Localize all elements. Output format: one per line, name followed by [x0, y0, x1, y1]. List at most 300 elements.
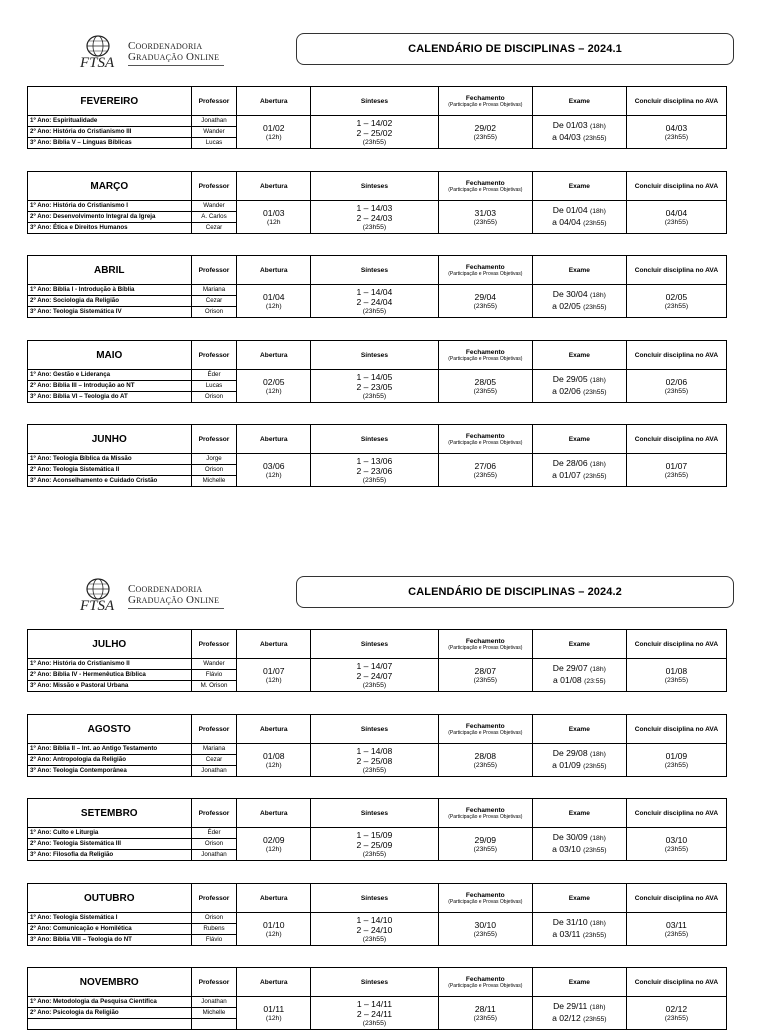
- abertura-time: (12h): [265, 471, 282, 479]
- sinteses-cell: [311, 201, 439, 234]
- table-header-row: [28, 87, 727, 116]
- abertura-date: 01/07: [263, 665, 285, 676]
- discipline-name: 1º Ano: Bíblia II – Int. ao Antigo Testamento: [28, 744, 192, 755]
- concluir-cell: [626, 659, 726, 692]
- exame-start: De 30/04: [552, 289, 588, 299]
- professor-name: Éder: [191, 828, 237, 839]
- table-header-row: [28, 968, 727, 997]
- fechamento-time: (23h55): [473, 387, 498, 395]
- sintese-2: 2 – 25/02: [356, 127, 393, 138]
- concluir-time: (23h55): [664, 1014, 689, 1022]
- col-sinteses: Sínteses: [311, 256, 439, 285]
- concluir-date: 02/05: [665, 291, 688, 302]
- concluir-cell: [626, 454, 726, 487]
- month-table: [27, 714, 727, 777]
- exame-end-time: (23h55): [583, 847, 607, 854]
- header-2024-2: [0, 576, 768, 616]
- exame-end: a 03/11: [552, 929, 581, 939]
- logo-underline: [128, 608, 224, 609]
- professor-name: Jonathan: [191, 850, 237, 861]
- exame-start: De 31/10: [552, 917, 588, 927]
- col-sinteses: Sínteses: [311, 341, 439, 370]
- professor-name: Orison: [191, 392, 237, 403]
- col-fechamento-sub: (Participação e Provas Objetivas): [448, 898, 523, 905]
- professor-name: Orison: [191, 465, 237, 476]
- exame-end: a 01/07: [552, 470, 581, 480]
- abertura-date: 01/02: [263, 122, 285, 133]
- col-fechamento-sub: (Participação e Provas Objetivas): [448, 186, 523, 193]
- col-concluir: Concluir disciplina no AVA: [626, 884, 726, 913]
- abertura-time: (12h): [265, 930, 282, 938]
- table-header-row: [28, 715, 727, 744]
- fechamento-time: (23h55): [473, 218, 498, 226]
- col-exame: Exame: [532, 172, 626, 201]
- sinteses-cell: [311, 116, 439, 149]
- discipline-name: 2º Ano: Teologia Sistemática II: [28, 465, 192, 476]
- col-exame: Exame: [532, 715, 626, 744]
- concluir-time: (23h55): [664, 133, 689, 141]
- discipline-name: 3º Ano: Filosofia da Religião: [28, 850, 192, 861]
- discipline-name: 1º Ano: História do Cristianismo II: [28, 659, 192, 670]
- exame-end-time: (23:55): [584, 678, 606, 685]
- professor-name: Orison: [191, 839, 237, 850]
- col-professor: Professor: [191, 87, 237, 116]
- discipline-name: 2º Ano: Desenvolvimento Integral da Igreja: [28, 212, 192, 223]
- concluir-date: 04/03: [665, 122, 688, 133]
- col-sinteses: Sínteses: [311, 425, 439, 454]
- exame-cell: [532, 370, 626, 403]
- table-row: [28, 370, 727, 381]
- discipline-name: 3º Ano: Bíblia VIII – Teologia do NT: [28, 935, 192, 946]
- fechamento-time: (23h55): [473, 930, 498, 938]
- svg-text:FTSA: FTSA: [80, 55, 115, 69]
- fechamento-cell: [438, 370, 532, 403]
- col-professor: Professor: [191, 968, 237, 997]
- col-concluir: Concluir disciplina no AVA: [626, 341, 726, 370]
- month-name: NOVEMBRO: [28, 968, 192, 997]
- table-row: [28, 659, 727, 670]
- abertura-date: 01/11: [263, 1003, 285, 1014]
- abertura-cell: [237, 454, 311, 487]
- sintese-1: 1 – 14/08: [356, 745, 393, 756]
- discipline-name: 1º Ano: História do Cristianismo I: [28, 201, 192, 212]
- discipline-name: 1º Ano: Culto e Liturgia: [28, 828, 192, 839]
- col-exame: Exame: [532, 968, 626, 997]
- sintese-time: (23h55): [362, 766, 387, 774]
- month-table: [27, 629, 727, 692]
- col-abertura: Abertura: [237, 87, 311, 116]
- col-fechamento-label: Fechamento: [465, 432, 505, 440]
- col-concluir: Concluir disciplina no AVA: [626, 425, 726, 454]
- abertura-time: (12h): [265, 133, 282, 141]
- month-name: FEVEREIRO: [28, 87, 192, 116]
- concluir-cell: [626, 997, 726, 1030]
- sinteses-cell: [311, 913, 439, 946]
- professor-name: Mariana: [191, 285, 237, 296]
- ftsa-logo: [78, 35, 228, 69]
- sintese-2: 2 – 23/05: [356, 381, 393, 392]
- col-abertura: Abertura: [237, 799, 311, 828]
- sinteses-cell: [311, 659, 439, 692]
- discipline-name: 1º Ano: Metodologia da Pesquisa Científica: [28, 997, 192, 1008]
- concluir-cell: [626, 285, 726, 318]
- col-fechamento: [438, 630, 532, 659]
- sintese-2: 2 – 24/11: [356, 1008, 393, 1019]
- logo-line2: Graduação Online: [128, 594, 220, 606]
- fechamento-date: 31/03: [474, 207, 497, 218]
- table-row: [28, 116, 727, 127]
- col-fechamento: [438, 968, 532, 997]
- professor-name: Cezar: [191, 223, 237, 234]
- concluir-date: 01/07: [665, 460, 688, 471]
- concluir-time: (23h55): [664, 761, 689, 769]
- abertura-cell: [237, 913, 311, 946]
- exame-end-time: (23h55): [583, 763, 607, 770]
- table-header-row: [28, 172, 727, 201]
- exame-start-time: (18h): [590, 208, 606, 215]
- fechamento-date: 30/10: [474, 919, 497, 930]
- sintese-time: (23h55): [362, 223, 387, 231]
- col-concluir: Concluir disciplina no AVA: [626, 630, 726, 659]
- fechamento-cell: [438, 201, 532, 234]
- exame-start: De 01/03: [552, 120, 588, 130]
- col-professor: Professor: [191, 256, 237, 285]
- col-fechamento-label: Fechamento: [465, 94, 505, 102]
- sintese-1: 1 – 14/04: [356, 286, 393, 297]
- discipline-name: 3º Ano: Teologia Contemporânea: [28, 766, 192, 777]
- concluir-cell: [626, 913, 726, 946]
- col-fechamento-sub: (Participação e Provas Objetivas): [448, 270, 523, 277]
- exame-cell: [532, 997, 626, 1030]
- abertura-time: (12h): [265, 761, 282, 769]
- abertura-time: (12h): [265, 387, 282, 395]
- page-title: CALENDÁRIO DE DISCIPLINAS – 2024.1: [296, 33, 734, 65]
- discipline-name: [28, 1019, 192, 1030]
- col-exame: Exame: [532, 256, 626, 285]
- abertura-date: 02/09: [263, 834, 285, 845]
- fechamento-date: 28/11: [474, 1003, 496, 1014]
- discipline-name: 2º Ano: Teologia Sistemática III: [28, 839, 192, 850]
- exame-end: a 02/12: [552, 1013, 581, 1023]
- col-fechamento-label: Fechamento: [465, 263, 505, 271]
- sintese-2: 2 – 24/07: [356, 670, 393, 681]
- col-concluir: Concluir disciplina no AVA: [626, 968, 726, 997]
- col-fechamento-label: Fechamento: [465, 722, 505, 730]
- professor-name: Jorge: [191, 454, 237, 465]
- discipline-name: 2º Ano: Psicologia da Religião: [28, 1008, 192, 1019]
- abertura-time: (12h): [265, 845, 282, 853]
- table-header-row: [28, 799, 727, 828]
- month-name: JULHO: [28, 630, 192, 659]
- exame-cell: [532, 913, 626, 946]
- exame-cell: [532, 744, 626, 777]
- professor-name: M. Orison: [191, 681, 237, 692]
- col-fechamento-sub: (Participação e Provas Objetivas): [448, 439, 523, 446]
- sintese-2: 2 – 25/09: [356, 839, 393, 850]
- month-name: MAIO: [28, 341, 192, 370]
- col-sinteses: Sínteses: [311, 172, 439, 201]
- table-row: [28, 201, 727, 212]
- exame-start-time: (18h): [590, 292, 606, 299]
- col-fechamento: [438, 87, 532, 116]
- col-fechamento: [438, 884, 532, 913]
- month-table: [27, 967, 727, 1030]
- fechamento-date: 28/08: [474, 750, 497, 761]
- professor-name: Éder: [191, 370, 237, 381]
- sintese-2: 2 – 24/10: [356, 924, 393, 935]
- abertura-date: 01/04: [263, 291, 285, 302]
- col-professor: Professor: [191, 341, 237, 370]
- professor-name: Mariana: [191, 744, 237, 755]
- col-concluir: Concluir disciplina no AVA: [626, 256, 726, 285]
- discipline-name: 2º Ano: Comunicação e Homilética: [28, 924, 192, 935]
- table-row: [28, 997, 727, 1008]
- abertura-cell: [237, 201, 311, 234]
- exame-end-time: (23h55): [582, 932, 607, 939]
- discipline-name: 1º Ano: Gestão e Liderança: [28, 370, 192, 381]
- exame-start: De 29/07: [552, 663, 588, 673]
- discipline-name: 1º Ano: Teologia Bíblica da Missão: [28, 454, 192, 465]
- abertura-cell: [237, 997, 311, 1030]
- abertura-cell: [237, 659, 311, 692]
- exame-end-time: (23h55): [583, 135, 607, 142]
- col-fechamento: [438, 256, 532, 285]
- exame-end: a 04/04: [552, 217, 581, 227]
- professor-name: Flávio: [191, 670, 237, 681]
- sinteses-cell: [311, 997, 439, 1030]
- col-professor: Professor: [191, 425, 237, 454]
- col-fechamento: [438, 425, 532, 454]
- month-table: [27, 86, 727, 149]
- fechamento-time: (23h55): [473, 676, 498, 684]
- sintese-time: (23h55): [362, 681, 387, 689]
- professor-name: Michelle: [191, 1008, 237, 1019]
- concluir-date: 01/09: [665, 750, 688, 761]
- professor-name: Wander: [191, 127, 237, 138]
- col-sinteses: Sínteses: [311, 799, 439, 828]
- col-fechamento-label: Fechamento: [465, 348, 505, 356]
- concluir-time: (23h55): [664, 302, 689, 310]
- col-fechamento-sub: (Participação e Provas Objetivas): [448, 813, 523, 820]
- exame-cell: [532, 116, 626, 149]
- sintese-1: 1 – 14/11: [356, 998, 393, 1009]
- exame-start-time: (18h): [590, 835, 606, 842]
- sintese-time: (23h55): [362, 307, 387, 315]
- concluir-cell: [626, 828, 726, 861]
- exame-end: a 01/09: [552, 760, 581, 770]
- exame-cell: [532, 659, 626, 692]
- col-fechamento-sub: (Participação e Provas Objetivas): [448, 355, 523, 362]
- discipline-name: 3º Ano: Aconselhamento e Cuidado Cristão: [28, 476, 192, 487]
- exame-start: De 01/04: [552, 205, 588, 215]
- col-professor: Professor: [191, 884, 237, 913]
- exame-start: De 29/11: [553, 1001, 588, 1011]
- fechamento-date: 29/02: [474, 122, 497, 133]
- col-professor: Professor: [191, 630, 237, 659]
- concluir-cell: [626, 201, 726, 234]
- month-name: SETEMBRO: [28, 799, 192, 828]
- exame-start: De 29/05: [552, 374, 588, 384]
- sintese-time: (23h55): [362, 392, 387, 400]
- professor-name: Orison: [191, 307, 237, 318]
- concluir-date: 02/12: [665, 1003, 688, 1014]
- fechamento-date: 29/04: [474, 291, 497, 302]
- col-fechamento-sub: (Participação e Provas Objetivas): [448, 101, 523, 108]
- col-sinteses: Sínteses: [311, 87, 439, 116]
- fechamento-cell: [438, 913, 532, 946]
- sinteses-cell: [311, 828, 439, 861]
- sintese-2: 2 – 24/03: [356, 212, 393, 223]
- professor-name: Wander: [191, 201, 237, 212]
- abertura-time: (12h: [266, 218, 281, 226]
- month-table: [27, 798, 727, 861]
- abertura-cell: [237, 116, 311, 149]
- col-fechamento: [438, 172, 532, 201]
- fechamento-cell: [438, 828, 532, 861]
- professor-name: Jonathan: [191, 766, 237, 777]
- exame-cell: [532, 454, 626, 487]
- fechamento-cell: [438, 285, 532, 318]
- abertura-cell: [237, 744, 311, 777]
- month-name: OUTUBRO: [28, 884, 192, 913]
- exame-start-time: (18h): [589, 1004, 606, 1011]
- fechamento-cell: [438, 744, 532, 777]
- globe-logo-icon: [78, 578, 118, 612]
- concluir-time: (23h55): [664, 387, 689, 395]
- col-abertura: Abertura: [237, 341, 311, 370]
- sinteses-cell: [311, 285, 439, 318]
- table-header-row: [28, 630, 727, 659]
- exame-start-time: (18h): [590, 123, 606, 130]
- svg-text:FTSA: FTSA: [80, 598, 115, 612]
- fechamento-cell: [438, 997, 532, 1030]
- sintese-time: (23h55): [362, 935, 387, 943]
- col-fechamento-sub: (Participação e Provas Objetivas): [448, 982, 523, 989]
- col-sinteses: Sínteses: [311, 630, 439, 659]
- fechamento-time: (23h55): [473, 302, 498, 310]
- exame-end-time: (23h55): [583, 1016, 607, 1023]
- sintese-2: 2 – 23/06: [356, 465, 393, 476]
- concluir-time: (23h55): [664, 930, 689, 938]
- concluir-time: (23h55): [664, 471, 689, 479]
- sintese-time: (23h55): [362, 476, 387, 484]
- col-abertura: Abertura: [237, 715, 311, 744]
- exame-end-time: (23h55): [583, 473, 607, 480]
- month-table: [27, 883, 727, 946]
- sintese-1: 1 – 14/05: [356, 371, 393, 382]
- col-concluir: Concluir disciplina no AVA: [626, 172, 726, 201]
- col-professor: Professor: [191, 715, 237, 744]
- exame-end: a 01/08: [553, 675, 582, 685]
- col-fechamento: [438, 715, 532, 744]
- month-table: [27, 171, 727, 234]
- table-row: [28, 744, 727, 755]
- professor-name: Lucas: [191, 138, 237, 149]
- exame-start: De 28/06: [552, 458, 588, 468]
- discipline-name: 1º Ano: Bíblia I - Introdução à Bíblia: [28, 285, 192, 296]
- col-fechamento-sub: (Participação e Provas Objetivas): [448, 729, 523, 736]
- fechamento-date: 28/07: [474, 665, 497, 676]
- sinteses-cell: [311, 370, 439, 403]
- table-row: [28, 285, 727, 296]
- exame-end: a 02/05: [552, 301, 581, 311]
- professor-name: [191, 1019, 237, 1030]
- professor-name: Michelle: [191, 476, 237, 487]
- exame-end: a 02/06: [552, 386, 581, 396]
- fechamento-time: (23h55): [473, 845, 498, 853]
- concluir-cell: [626, 116, 726, 149]
- concluir-time: (23h55): [664, 676, 689, 684]
- fechamento-cell: [438, 116, 532, 149]
- col-fechamento-label: Fechamento: [465, 975, 505, 983]
- globe-logo-icon: [78, 35, 118, 69]
- col-sinteses: Sínteses: [311, 968, 439, 997]
- header-2024-1: [0, 33, 768, 73]
- ftsa-logo: [78, 578, 228, 612]
- fechamento-cell: [438, 454, 532, 487]
- col-exame: Exame: [532, 425, 626, 454]
- sinteses-cell: [311, 744, 439, 777]
- abertura-cell: [237, 370, 311, 403]
- professor-name: Lucas: [191, 381, 237, 392]
- professor-name: Cezar: [191, 296, 237, 307]
- fechamento-time: (23h55): [473, 133, 498, 141]
- col-abertura: Abertura: [237, 884, 311, 913]
- col-concluir: Concluir disciplina no AVA: [626, 87, 726, 116]
- fechamento-time: (23h55): [473, 471, 498, 479]
- abertura-time: (12h): [265, 302, 282, 310]
- discipline-name: 1º Ano: Espiritualidade: [28, 116, 192, 127]
- col-fechamento-label: Fechamento: [465, 179, 505, 187]
- discipline-name: 3º Ano: Ética e Direitos Humanos: [28, 223, 192, 234]
- abertura-date: 03/06: [263, 460, 285, 471]
- concluir-time: (23h55): [664, 845, 689, 853]
- sintese-2: 2 – 24/04: [356, 296, 393, 307]
- exame-end: a 03/10: [552, 844, 581, 854]
- table-header-row: [28, 425, 727, 454]
- sintese-2: 2 – 25/08: [356, 755, 393, 766]
- exame-end-time: (23h55): [583, 220, 607, 227]
- col-professor: Professor: [191, 799, 237, 828]
- abertura-date: 01/10: [263, 919, 285, 930]
- col-fechamento-label: Fechamento: [465, 637, 505, 645]
- discipline-name: 3º Ano: Bíblia VI – Teologia do AT: [28, 392, 192, 403]
- exame-end-time: (23h55): [583, 389, 607, 396]
- col-fechamento: [438, 799, 532, 828]
- month-name: ABRIL: [28, 256, 192, 285]
- month-table: [27, 340, 727, 403]
- col-exame: Exame: [532, 799, 626, 828]
- col-fechamento: [438, 341, 532, 370]
- discipline-name: 1º Ano: Teologia Sistemática I: [28, 913, 192, 924]
- abertura-date: 01/03: [263, 207, 285, 218]
- discipline-name: 2º Ano: Sociologia da Religião: [28, 296, 192, 307]
- col-professor: Professor: [191, 172, 237, 201]
- exame-cell: [532, 828, 626, 861]
- table-row: [28, 913, 727, 924]
- col-exame: Exame: [532, 341, 626, 370]
- col-exame: Exame: [532, 884, 626, 913]
- professor-name: Orison: [191, 913, 237, 924]
- col-abertura: Abertura: [237, 968, 311, 997]
- concluir-date: 03/10: [665, 834, 688, 845]
- sintese-1: 1 – 14/10: [356, 914, 393, 925]
- abertura-cell: [237, 828, 311, 861]
- sintese-1: 1 – 14/02: [356, 117, 393, 128]
- col-fechamento-sub: (Participação e Provas Objetivas): [448, 644, 523, 651]
- col-abertura: Abertura: [237, 425, 311, 454]
- exame-start-time: (18h): [590, 461, 606, 468]
